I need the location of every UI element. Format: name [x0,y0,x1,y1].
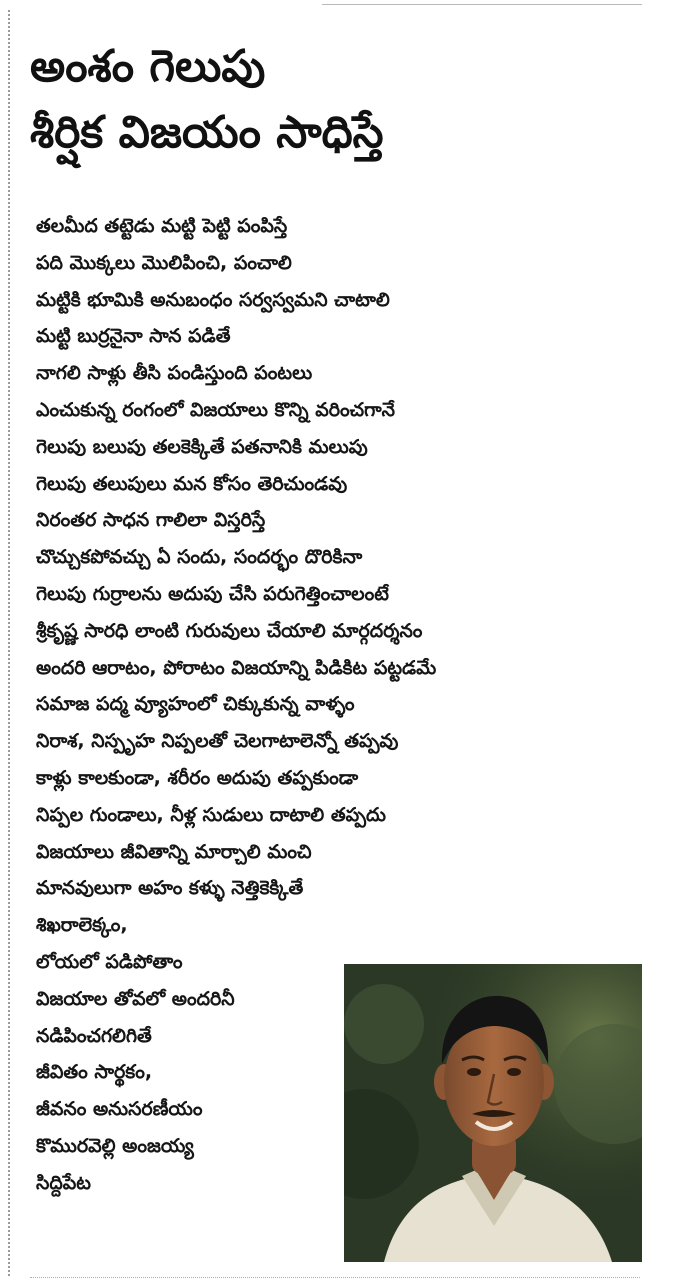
poem-line: విజయాలు జీవితాన్ని మార్చాలి మంచి [36,840,312,863]
poem-line: ఎంచుకున్న రంగంలో విజయాలు కొన్ని వరించగానే [36,398,395,421]
poem-line: సమాజ పద్మ వ్యూహంలో చిక్కుకున్న వాళ్ళం [36,693,355,716]
poem-line: జీవితం సార్థకం, [36,1061,153,1084]
author-portrait-icon [344,964,642,1262]
poem-line: జీవనం అనుసరణీయం [36,1098,203,1121]
poem-line: విజయాల తోవలో అందరినీ [36,987,235,1010]
title-line-topic: అంశం గెలుపు [30,41,266,92]
poem-title [30,34,630,166]
poem-line: నిరంతర సాధన గాలిలా విస్తరిస్తే [36,509,266,532]
top-rule [322,4,642,5]
poem-line: మట్టికి భూమికి అనుబంధం సర్వస్వమని చాటాలి [36,288,390,311]
poem-line: కాళ్లు కాలకుండా, శరీరం అదుపు తప్పకుండా [36,766,359,789]
poem-line: నిరాశ, నిస్పృహ నిప్పలతో చెలగాటాలెన్నో తప్పవు [36,730,399,753]
poem-line: తలమీద తట్టెడు మట్టి పెట్టి పంపిస్తే [36,215,288,237]
author-place: సిద్దిపేట [36,1171,91,1194]
poem-line: లోయలో పడిపోతాం [36,950,183,973]
poem-line: గెలుపు గుర్రాలను అదుపు చేసి పరుగెత్తించాలంటే [36,582,389,605]
column-divider [8,10,10,1276]
poem-line: నిప్పల గుండాలు, నీళ్ల సుడులు దాటాలి తప్పదు [36,803,386,826]
poem-line: అందరి ఆరాటం, పోరాటం విజయాన్ని పిడికిట పట్టడమే [36,656,437,679]
poem-line: మట్టి బుర్రనైనా సాన పడితే [36,325,231,348]
author-photo [344,964,642,1262]
bottom-rule [30,1277,640,1278]
poem-line: మానవులుగా అహం కళ్ళు నెత్తికెక్కితే [36,877,304,900]
poem-line: చొచ్చుకపోవచ్చు ఏ సందు, సందర్భం దొరికినా [36,546,363,569]
poem-line: శ్రీకృష్ణ సారధి లాంటి గురువులు చేయాలి మార్గదర్శనం [36,619,423,642]
poem-line: నాగలి సాళ్లు తీసి పండిస్తుంది పంటలు [36,362,313,385]
title-line-heading: శీర్షిక విజయం సాధిస్తే [30,107,384,158]
poem-line: గెలుపు తలుపులు మన కోసం తెరిచుండవు [36,472,348,495]
poem-line: శిఖరాలెక్కం, [36,914,128,937]
poem-line: పది మొక్కలు మొలిపించి, పంచాలి [36,251,292,274]
poem-line: నడిపించగలిగితే [36,1024,152,1047]
author-name: కొమురవెల్లి అంజయ్య [36,1134,194,1157]
poem-line: గెలుపు బలుపు తలకెక్కితే పతనానికి మలుపు [36,435,368,458]
